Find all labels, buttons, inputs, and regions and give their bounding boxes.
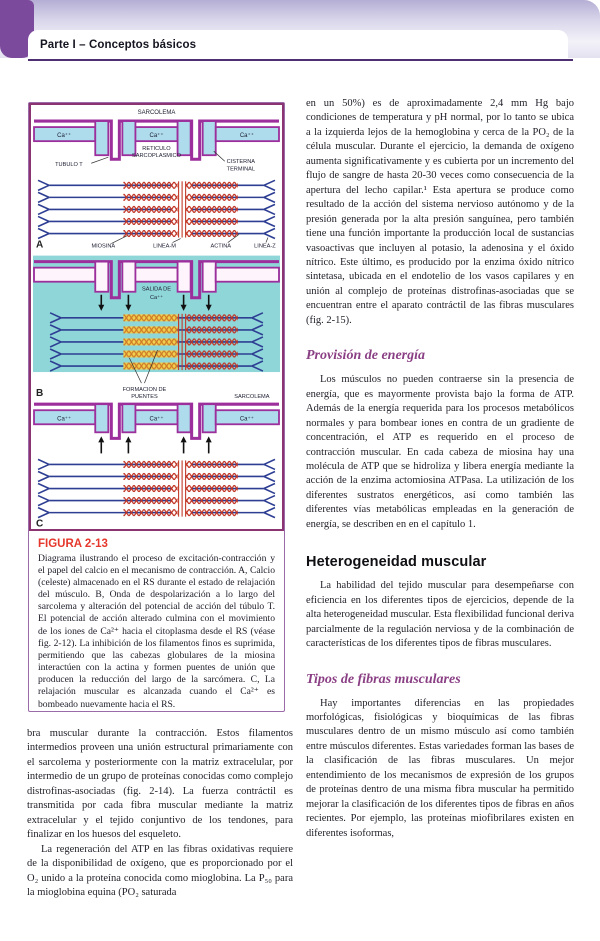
left-column-text <box>27 727 293 900</box>
linea-z-label: LINEA-Z <box>254 243 276 250</box>
linea-m-label: LINEA-M <box>153 243 176 250</box>
panel-c-letter: C <box>36 518 44 530</box>
salida-ca-label: Ca⁺⁺ <box>149 294 164 301</box>
paragraph-heterogeneity: La habilidad del tejido muscular para desempeñarse con eficiencia en los diferentes tipos de ejercicios, depende de la alta heterogeneidad muscular. Esta flexibilidad funcional deriva parcialmente de la regulación nerviosa y de la combinación de características de los diferentes tipos de fibras musculares. <box>306 580 574 650</box>
figure-caption-text: Diagrama ilustrando el proceso de excitación-contracción y el papel del calcio en el mecanismo de contracción. A, Calcio (celeste) almacenado en el RS durante el estado de relajación del músculo. B, Onda de despolarización a lo largo del sarcolema y alteración del potencial de acción del túbulo T. El potencial de acción alterado culmina con el movimiento de los iones de Ca²⁺ hacia el citoplasma desde el RS (véase fig. 2-12). La inhibición de los filamentos finos es suprimida, permitiendo que las cabezas globulares de la miosina interactúen con la actina y formen puentes de unión que producen la reducción del largo de la sarcómera. C, La relajación muscular es alcanzada cuando el Ca²⁺ es bombeado nuevamente hacia el RS. <box>38 552 275 710</box>
panel-c <box>34 404 279 529</box>
section-heading-tipos-fibras: Tipos de fibras musculares <box>306 671 461 687</box>
panel-a-letter: A <box>36 239 44 251</box>
ca-label: Ca⁺⁺ <box>149 416 164 423</box>
cisterna-label: TERMINAL <box>226 166 256 173</box>
formacion-puentes-label: FORMACION DE <box>122 387 167 394</box>
muscle-contraction-diagram <box>29 103 284 531</box>
sarcolema-label: SARCOLEMA <box>234 394 270 401</box>
right-column-text <box>306 97 574 841</box>
ca-label: Ca⁺⁺ <box>239 133 254 140</box>
figure-caption <box>29 531 284 717</box>
paragraph-atp-regeneration: La regeneración del ATP en las fibras oxidativas requiere de la disponibilidad de oxígeno, que es proporcionado por el O₂ unido a la proteína conocida como mioglobina. La P₅₀ para la mioglobina equina (PO₂ saturada <box>27 843 293 898</box>
ca-label: Ca⁺⁺ <box>57 133 72 140</box>
myofilaments-relaxed <box>38 180 275 238</box>
section-heading-provision-energia: Provisión de energía <box>306 348 425 364</box>
page-header <box>28 30 568 60</box>
reticulo-label: RETICULO <box>142 146 171 153</box>
salida-ca-label: SALIDA DE <box>142 286 171 293</box>
ca-label: Ca⁺⁺ <box>57 416 72 423</box>
miosina-label: MIOSINA <box>91 243 116 250</box>
paragraph-fiber-types: Hay importantes diferencias en las propiedades morfológicas, fisiológicas y bioquímicas de las fibras musculares dentro de un mismo músculo así como también entre músculos diferentes. Estas variedades forman las bases de la clasificación de las fibras musculares. Un mejor entendimiento de los mecanismos de expresión de los grupos de proteínas dentro de una misma fibra muscular ha permitido mejorar la clasificación de los diferentes tipos de fibras en años recientes. Por ejemplo, las proteínas miofibrilares existen en diferentes isoformas, <box>306 697 574 839</box>
paragraph-energy: Los músculos no pueden contraerse sin la presencia de energía, que es mayormente provista bajo la forma de ATP. Además de la energía requerida para los procesos metabólicos normales y para bombear iones en contra de un gradiente de concentración, el ATP es requerido en el proceso de contracción muscular. En cada cabeza de miosina hay una molécula de ATP que se hidroliza y libera energía mediante la acción de la enzima actomiosina ATPasa. La utilización de los diferentes sustratos energéticos, así como también las diferentes vías metabólicas empleadas en la generación de energía, se describen en en el capítulo 1. <box>306 374 574 530</box>
figure-2-13 <box>28 102 285 712</box>
panel-b <box>33 256 280 401</box>
part-title: Parte I – Conceptos básicos <box>40 39 197 51</box>
header-rule <box>28 59 573 61</box>
cisterna-label: CISTERNA <box>226 159 256 166</box>
panel-b-letter: B <box>36 388 44 400</box>
paragraph-filaments: bra muscular durante la contracción. Estos filamentos intermedios proveen una unión estructural primariamente con el sarcolema y posteriormente con la matriz extracelular, por intermedio de un grupo de proteínas conocidas como complejo distrofinas-asociadas (fig. 2-14). La fuerza contráctil es transmitida por cada fibra muscular mediante la matriz extracelular y el tejido conjuntivo de los tendones, para finalizar en los huesos del esqueleto. <box>27 728 293 841</box>
tubulo-t-label: TUBULO T <box>55 162 83 169</box>
sarcolema-label: SARCOLEMA <box>137 110 176 117</box>
actina-label: ACTINA <box>210 243 232 250</box>
section-heading-heterogeneidad-muscular: Heterogeneidad muscular <box>306 554 487 571</box>
paragraph-oxygen-supply: en un 50%) es de aproximadamente 2,4 mm Hg bajo condiciones de temperatura y pH normal, por lo tanto se ubica a la izquierda lejos de la hemoglobina y cerca de la PO₂ de la célula muscular. Durante el ejercicio, la demanda de oxígeno aumenta significativamente y es cubierta por un incremento del flujo de sangre de hasta 20-30 veces como consecuencia de la apertura del lecho capilar.¹ Esta apertura se produce como resultado de la acción del sistema nervioso autónomo y de la presión generada por la alta presión sanguínea, pero también tiene una función importante la producción local de sustancias vasoactivas que incluyen al potasio, la adenosina y el óxido nítrico. Este último, es producido por la enzima óxido nítrico sintetasa, ubicada en el endotelio de los vasos capilares y en unión al complejo de proteínas distrofinas-asociadas que se encuentran entre el aparato contráctil de las fibras musculares (fig. 2-15). <box>306 98 574 326</box>
figure-caption-title: FIGURA 2-13 <box>38 537 108 550</box>
ca-label: Ca⁺⁺ <box>149 133 164 140</box>
panel-a <box>34 110 279 251</box>
ca-label: Ca⁺⁺ <box>239 416 254 423</box>
reticulo-label: SARCOPLASMICO <box>132 153 181 160</box>
myofilaments-relaxed <box>38 459 275 517</box>
formacion-puentes-label: PUENTES <box>131 394 158 401</box>
